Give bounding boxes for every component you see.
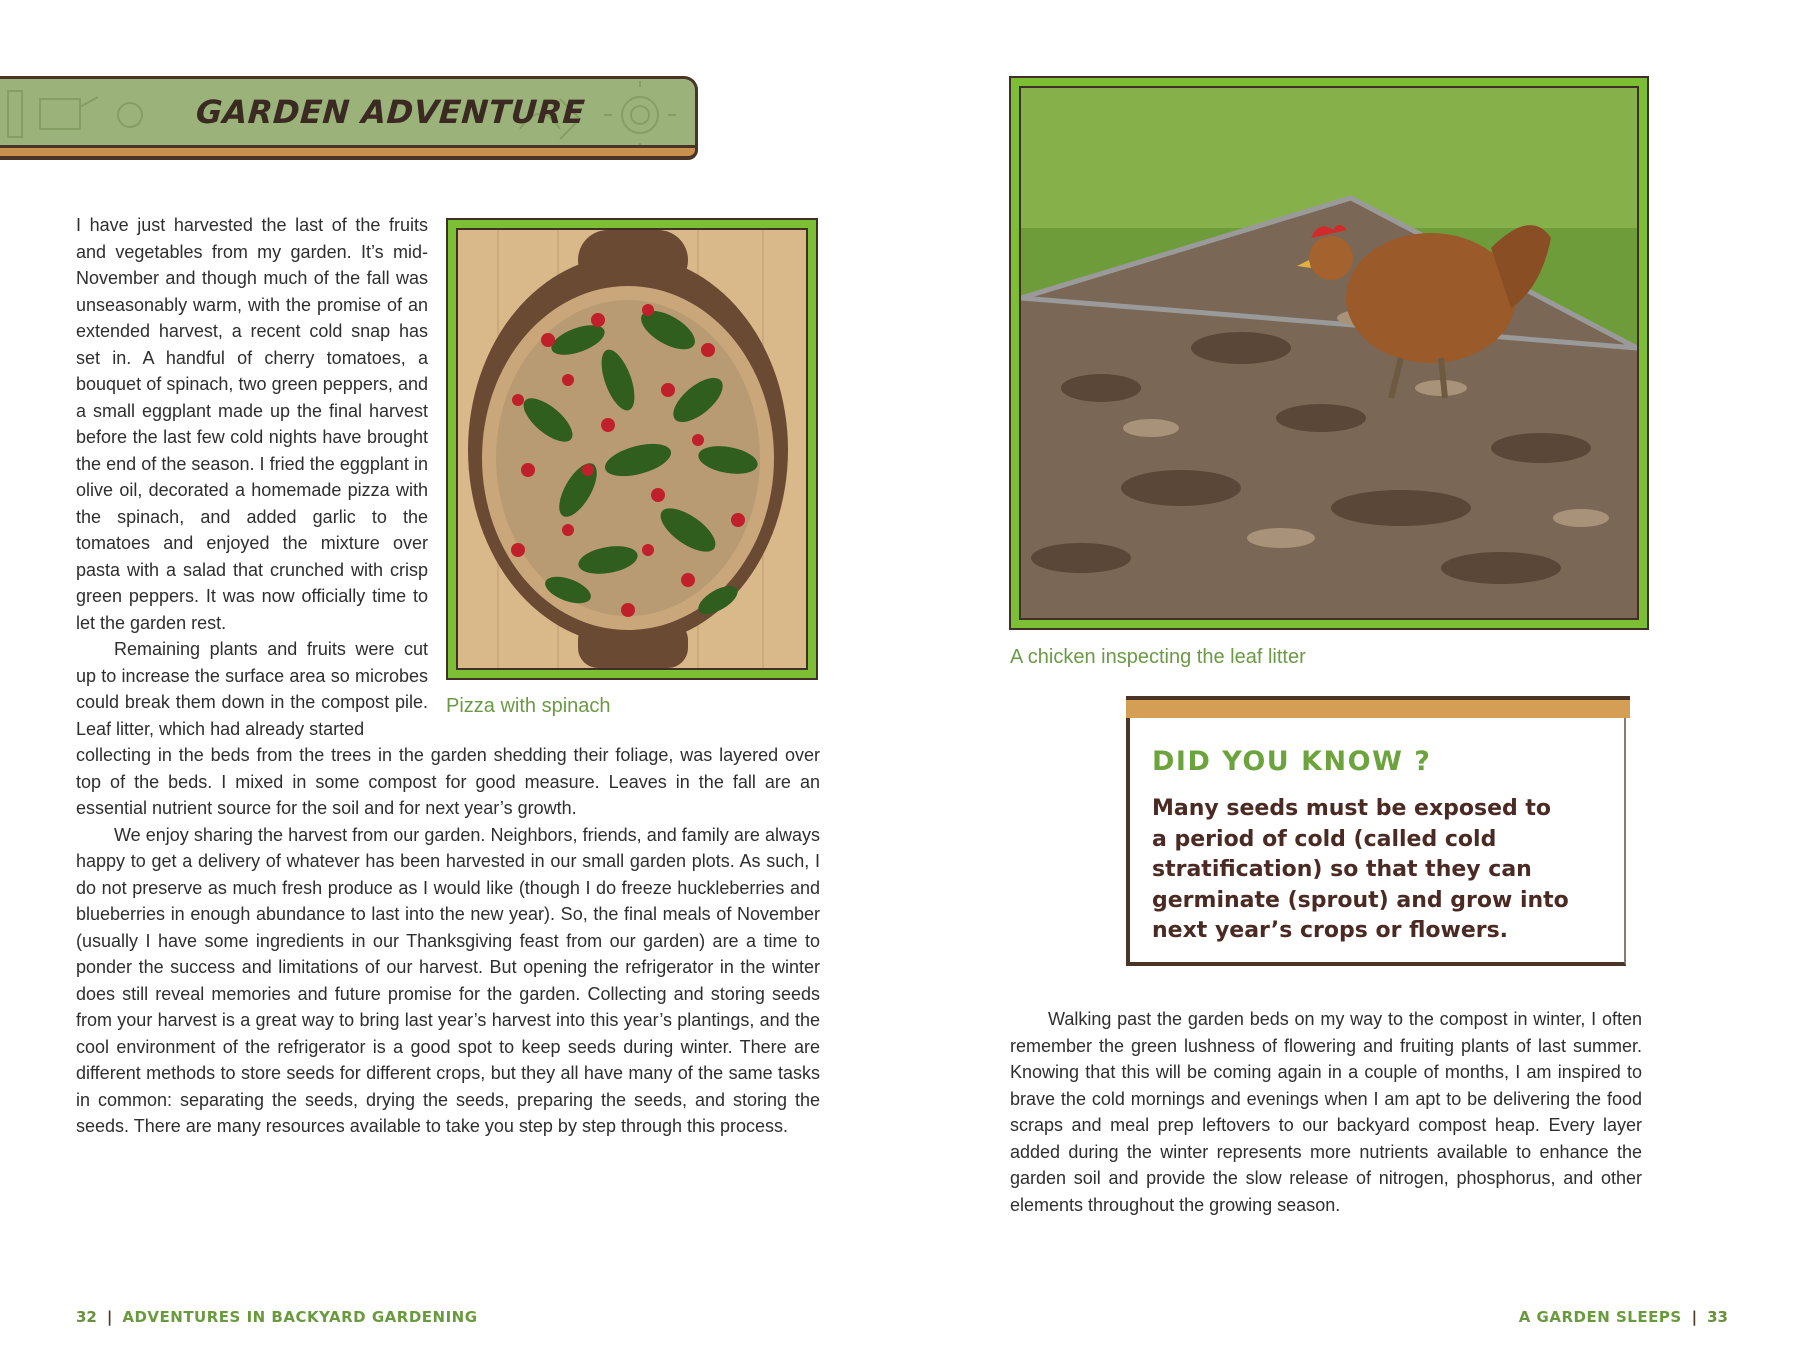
section-banner: [0, 76, 698, 164]
did-you-know-title: DID YOU KNOW ?: [1152, 746, 1432, 777]
pizza-photo: [456, 228, 808, 670]
paragraph-harvest: I have just harvested the last of the fruits and vegetables from my garden. It’s mid-November and though much of the fall was unseasonably warm, with the promise of an extended harvest, a recent cold snap has set in. A handful of cherry tomatoes, a bouquet of spinach, two green peppers, and a small eggplant made up the final harvest before the last few cold nights have brought the end of the season. I fried the eggplant in olive oil, decorated a homemade pizza with the spinach, and added garlic to the tomatoes and enjoyed the mixture over pasta with a salad that crunched with crisp green peppers. It was now officially time to let the garden rest.: [76, 215, 428, 633]
footer-separator: |: [106, 1308, 113, 1326]
chicken-photo-frame: [1009, 76, 1649, 630]
page-number-right: 33: [1707, 1308, 1728, 1326]
banner-stripe: [0, 148, 698, 160]
right-page: [900, 0, 1800, 1350]
footer-separator: |: [1691, 1308, 1698, 1326]
banner-title: GARDEN ADVENTURE: [194, 93, 587, 131]
paragraph-compost-continued: collecting in the beds from the trees in the garden shedding their foliage, was layered over top of the beds. I mixed in some compost for good measure. Leaves in the fall are an essential nutrient source for the soil and for next year’s growth.: [76, 745, 820, 818]
footer-left: [76, 1308, 478, 1326]
pizza-image: [458, 230, 806, 668]
paragraph-winter-compost: Walking past the garden beds on my way to the compost in winter, I often remember the green lushness of flowering and fruiting plants of last summer. Knowing that this will be coming again in a couple of months, I am inspired to brave the cold mornings and evenings when I am apt to be delivering the food scraps and meal prep leftovers to our backyard compost heap. Every layer added during the winter represents more nutrients available to enhance the garden soil and provide the slow release of nitrogen, phosphorus, and other elements throughout the growing season.: [1010, 1009, 1642, 1215]
pizza-photo-frame: [446, 218, 818, 680]
text-column-narrow: [76, 212, 428, 742]
running-head-right: A GARDEN SLEEPS: [1518, 1308, 1682, 1326]
text-column-right: [1010, 1006, 1642, 1218]
footer-right: [1519, 1308, 1728, 1326]
pizza-caption: Pizza with spinach: [446, 695, 611, 717]
did-you-know-box: [1126, 696, 1630, 968]
chicken-photo: [1019, 86, 1639, 620]
chicken-caption: A chicken inspecting the leaf litter: [1010, 646, 1306, 668]
did-you-know-body: Many seeds must be exposed to a period of cold (called cold stratification) so that they can germinate (sprout) and grow into next year’s crops or flowers.: [1152, 796, 1569, 943]
did-you-know-stripe: [1126, 696, 1630, 718]
text-column-wide: [76, 742, 820, 1140]
chicken-image: [1021, 88, 1637, 618]
banner-background: [0, 76, 698, 148]
paragraph-sharing-harvest: We enjoy sharing the harvest from our garden. Neighbors, friends, and family are always happy to get a delivery of whatever has been harvested in our small garden plots. As such, I do not preserve as much fresh produce as I would like (though I do freeze huckleberries and blueberries in enough abundance to last into the new year). So, the final meals of November (usually I have some ingredients in our Thanksgiving feast from our garden) are a time to ponder the success and limitations of our harvest. But opening the refrigerator in the winter does still reveal memories and future promise for the garden. Collecting and storing seeds from your harvest is a great way to bring last year’s harvest into this year’s plantings, and the cool environment of the refrigerator is a good spot to keep seeds during winter. There are different methods to store seeds for different crops, but they all have many of the same tasks in common: separating the seeds, drying the seeds, preparing the seeds, and storing the seeds. There are many resources available to take you step by step through this process.: [76, 824, 820, 1136]
page-number-left: 32: [76, 1308, 97, 1326]
paragraph-compost-start: Remaining plants and fruits were cut up to increase the surface area so microbes could break them down in the compost pile. Leaf litter, which had already started: [76, 639, 428, 739]
running-head-left: ADVENTURES IN BACKYARD GARDENING: [122, 1308, 478, 1326]
